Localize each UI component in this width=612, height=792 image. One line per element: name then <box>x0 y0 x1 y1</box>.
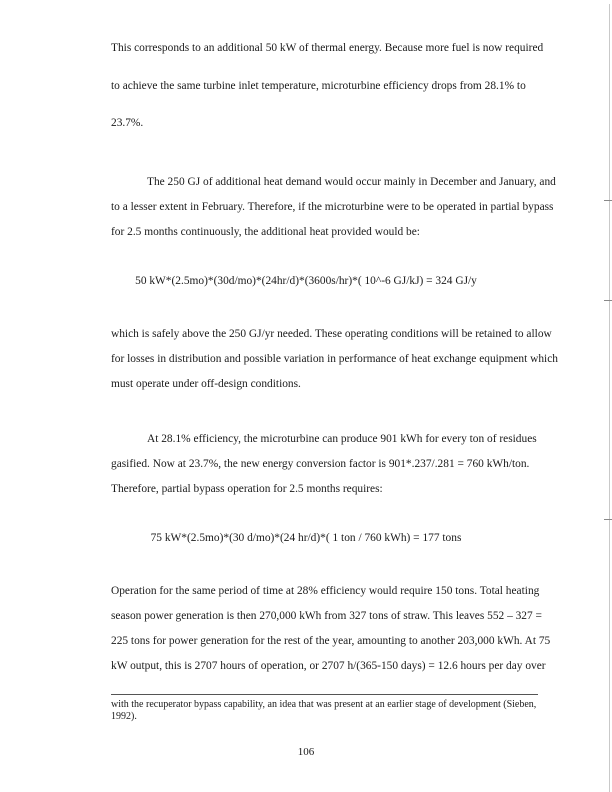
paragraph-line: 225 tons for power generation for the rest of the year, amounting to another 203,000 kWh. At 75 <box>111 635 551 647</box>
paragraph-line: season power generation is then 270,000 kWh from 327 tons of straw. This leaves 552 – 327 = <box>111 610 542 622</box>
paragraph-line: 23.7%. <box>111 117 144 129</box>
equation-tons: 75 kW*(2.5mo)*(30 d/mo)*(24 hr/d)*( 1 ton / 760 kWh) = 177 tons <box>150 532 462 544</box>
edge-mark <box>604 519 612 520</box>
paragraph-line: for 2.5 months continuously, the additional heat provided would be: <box>111 226 420 238</box>
edge-mark <box>604 200 612 201</box>
paragraph-line: for losses in distribution and possible variation in performance of heat exchange equipment which <box>111 353 558 365</box>
paragraph-line: At 28.1% efficiency, the microturbine can produce 901 kWh for every ton of residues <box>147 433 537 445</box>
paragraph-line: This corresponds to an additional 50 kW of thermal energy. Because more fuel is now required <box>111 42 544 54</box>
equation-heat: 50 kW*(2.5mo)*(30d/mo)*(24hr/d)*(3600s/hr)*( 10^-6 GJ/kJ) = 324 GJ/y <box>135 275 477 287</box>
paragraph-line: must operate under off-design conditions. <box>111 378 301 390</box>
paragraph-line: Operation for the same period of time at 28% efficiency would require 150 tons. Total heating <box>111 585 540 597</box>
footnote-divider <box>111 694 538 695</box>
footnote-line: with the recuperator bypass capability, an idea that was present at an earlier stage of development (Sieben, <box>111 699 537 710</box>
footnote-line: 1992). <box>111 711 137 722</box>
page-number: 106 <box>297 746 315 758</box>
page-edge <box>609 4 610 792</box>
paragraph-line: to achieve the same turbine inlet temperature, microturbine efficiency drops from 28.1% to <box>111 80 526 92</box>
paragraph-line: gasified. Now at 23.7%, the new energy conversion factor is 901*.237/.281 = 760 kWh/ton. <box>111 458 530 470</box>
paragraph-line: to a lesser extent in February. Therefore, if the microturbine were to be operated in partial bypass <box>111 201 554 213</box>
paragraph-line: The 250 GJ of additional heat demand would occur mainly in December and January, and <box>147 176 556 188</box>
paragraph-line: kW output, this is 2707 hours of operation, or 2707 h/(365-150 days) = 12.6 hours per day over <box>111 660 546 672</box>
edge-mark <box>604 300 612 301</box>
paragraph-line: Therefore, partial bypass operation for 2.5 months requires: <box>111 483 383 495</box>
paragraph-line: which is safely above the 250 GJ/yr needed. These operating conditions will be retained to allow <box>111 328 552 340</box>
